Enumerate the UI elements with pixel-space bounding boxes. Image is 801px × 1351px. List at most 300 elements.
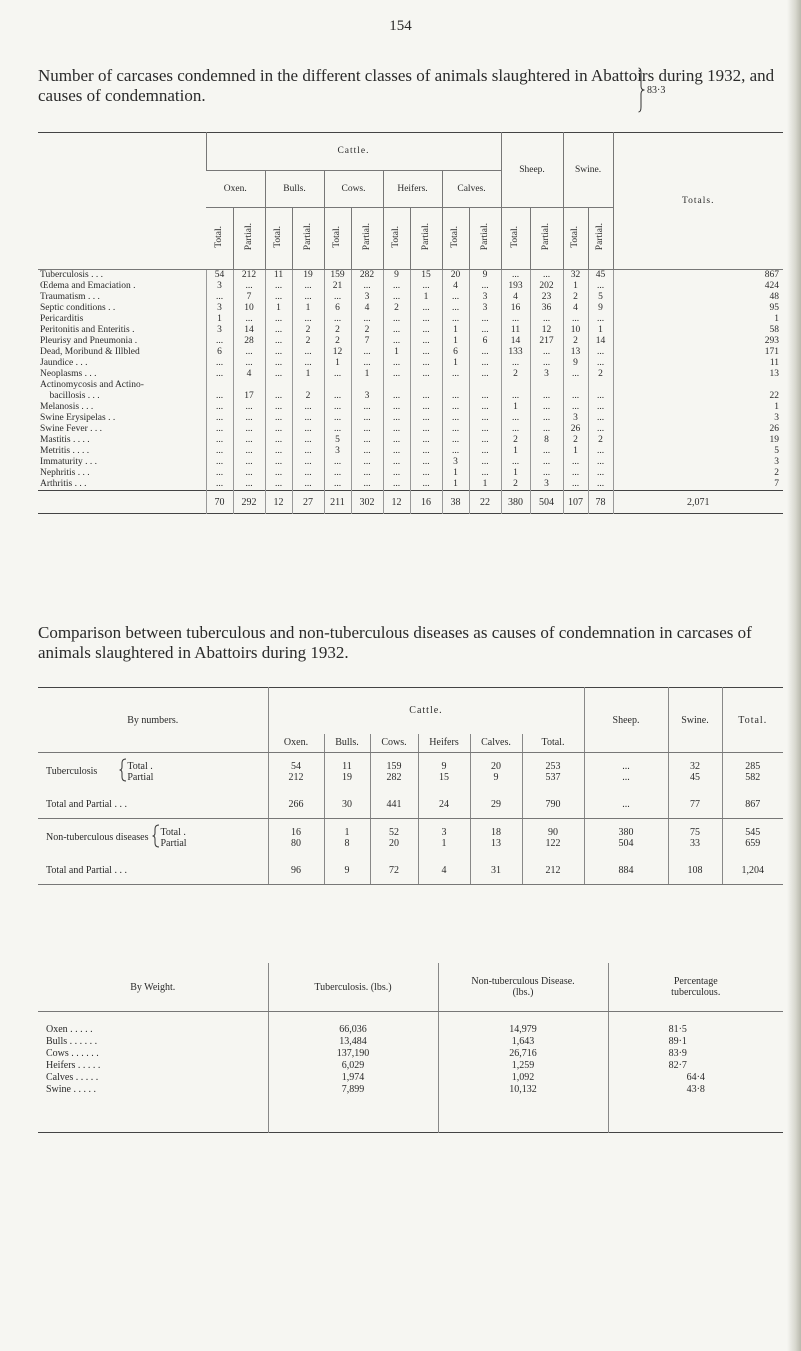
cell-value: ... <box>501 424 530 435</box>
cause-row <box>38 413 783 424</box>
cell-value: ... <box>469 457 501 468</box>
cell-value: ... <box>383 281 410 292</box>
cell-value: ... <box>410 281 442 292</box>
cell-value: ... <box>588 424 613 435</box>
cell-value: 17 <box>233 391 265 402</box>
value-pair <box>722 819 783 857</box>
partial-col-header <box>469 208 501 270</box>
cell-value <box>563 380 588 391</box>
cell-value: ... <box>292 435 324 446</box>
partial-value: 13 <box>491 837 501 849</box>
total-col-header <box>206 208 233 270</box>
cell-value: 8 <box>530 435 563 446</box>
col-header-label: Total. <box>391 225 401 248</box>
cause-row <box>38 468 783 479</box>
cell-value: 2 <box>292 391 324 402</box>
cell-value: ... <box>292 457 324 468</box>
cell-value: 1 <box>563 281 588 292</box>
non_tb-weight: 1,259 <box>438 1060 608 1072</box>
cell-value: ... <box>383 468 410 479</box>
cell-value: ... <box>233 435 265 446</box>
total-value: 159 <box>386 760 402 772</box>
page-number: 154 <box>389 18 412 34</box>
cell-value: 22 <box>613 391 783 402</box>
sum-value: 108 <box>668 857 722 885</box>
cell-value: ... <box>530 413 563 424</box>
cell-value: ... <box>233 281 265 292</box>
cattle-subheader: Calves. <box>470 734 522 753</box>
non_tb-weight: 14,979 <box>438 1012 608 1037</box>
cell-value: 4 <box>233 369 265 380</box>
cause-row <box>38 435 783 446</box>
cell-value: ... <box>265 468 292 479</box>
percentage-header: Percentage tuberculous. <box>608 963 783 1012</box>
cell-value: 9 <box>563 358 588 369</box>
cell-value: ... <box>233 358 265 369</box>
cell-value: ... <box>351 281 383 292</box>
cell-value: ... <box>233 413 265 424</box>
weight-row <box>38 1072 783 1084</box>
value-pair <box>522 753 584 791</box>
cell-value: ... <box>265 281 292 292</box>
percentage-cell <box>608 1036 783 1048</box>
partial-col-header <box>351 208 383 270</box>
cause-row <box>38 457 783 468</box>
cell-value: 36 <box>530 303 563 314</box>
cell-value: 10 <box>563 325 588 336</box>
cell-value: 11 <box>265 270 292 282</box>
non-tb-weight-header: Non-tuberculous Disease. (lbs.) <box>438 963 608 1012</box>
cell-value: ... <box>383 292 410 303</box>
non_tb-label: Non-tuberculous diseases <box>46 832 149 844</box>
cattle-subheader: Oxen. <box>268 734 324 753</box>
cell-value: ... <box>410 358 442 369</box>
sum-value: 24 <box>418 791 470 819</box>
cattle-combined-percentage: 83·3 <box>647 84 666 96</box>
cell-value: 2 <box>588 435 613 446</box>
cell-value: ... <box>351 358 383 369</box>
cell-value: ... <box>410 369 442 380</box>
cell-value: 2 <box>292 325 324 336</box>
partial-col-header <box>292 208 324 270</box>
cell-value: ... <box>530 457 563 468</box>
cell-value: ... <box>206 369 233 380</box>
cell-value: ... <box>206 391 233 402</box>
cell-value: ... <box>206 457 233 468</box>
cell-value: 3 <box>206 281 233 292</box>
swine-header: Swine. <box>563 133 613 208</box>
sheep-header: Sheep. <box>501 133 563 208</box>
partial-col-header <box>588 208 613 270</box>
cell-value: ... <box>383 391 410 402</box>
cell-value: 9 <box>588 303 613 314</box>
cell-value: ... <box>410 424 442 435</box>
partial-value: 212 <box>288 771 304 783</box>
sum-value: ... <box>584 791 668 819</box>
weight-row <box>38 1084 783 1133</box>
sum-value: 212 <box>522 857 584 885</box>
cell-value: ... <box>442 314 469 325</box>
cell-value: 14 <box>501 336 530 347</box>
partial-value: ... <box>622 771 630 783</box>
total-value: 32 <box>690 760 700 772</box>
col-header-label: Partial. <box>541 222 551 251</box>
cell-value: 15 <box>410 270 442 282</box>
cell-value: ... <box>501 391 530 402</box>
cell-value: ... <box>265 446 292 457</box>
cell-value: ... <box>588 479 613 491</box>
col-header-label: Partial. <box>243 222 254 251</box>
cell-value: ... <box>501 314 530 325</box>
value-pair <box>418 819 470 857</box>
cell-value: ... <box>530 314 563 325</box>
cell-value: ... <box>563 479 588 491</box>
total-value: 12 <box>265 491 292 514</box>
total-partial-labels <box>160 827 186 849</box>
cell-value: 159 <box>324 270 351 282</box>
cause-row <box>38 479 783 491</box>
cause-row <box>38 325 783 336</box>
cell-value: 1 <box>442 358 469 369</box>
cell-value: ... <box>410 303 442 314</box>
cell-value: 14 <box>233 325 265 336</box>
cell-value: 19 <box>292 270 324 282</box>
cell-value: 26 <box>563 424 588 435</box>
cause-row <box>38 358 783 369</box>
cell-value: 3 <box>469 292 501 303</box>
value-pair <box>668 819 722 857</box>
value-pair <box>584 819 668 857</box>
cell-value: ... <box>469 446 501 457</box>
cell-value: ... <box>442 446 469 457</box>
cell-value: ... <box>442 413 469 424</box>
cell-value: 20 <box>442 270 469 282</box>
cell-value: 2 <box>563 336 588 347</box>
cell-value: ... <box>588 281 613 292</box>
total-col-header <box>563 208 588 270</box>
cell-value: ... <box>530 358 563 369</box>
cause-label: Arthritis . . . <box>40 479 87 489</box>
col-header-label: Total. <box>570 225 580 248</box>
partial-value: 1 <box>441 837 447 849</box>
cattle-group-header: Cattle. <box>206 133 501 171</box>
cell-value: ... <box>588 391 613 402</box>
col-header-label: Partial. <box>361 222 372 251</box>
page-edge-shadow <box>787 0 801 1351</box>
non_tb-weight: 10,132 <box>438 1084 608 1133</box>
cell-value <box>383 380 410 391</box>
cell-value: 13 <box>613 369 783 380</box>
cell-value: 202 <box>530 281 563 292</box>
partial-value: 582 <box>745 771 761 783</box>
partial-value: 20 <box>389 837 399 849</box>
total-row-label <box>38 491 206 514</box>
cause-row <box>38 281 783 292</box>
cell-value: ... <box>351 314 383 325</box>
cell-value: 1 <box>613 314 783 325</box>
cell-value: 6 <box>206 347 233 358</box>
value-pair <box>722 753 783 791</box>
cell-value: ... <box>233 479 265 491</box>
cause-row <box>38 336 783 347</box>
cell-value: ... <box>233 314 265 325</box>
cell-value: ... <box>410 457 442 468</box>
cause-label: Septic conditions . . <box>40 303 116 313</box>
cause-label: Mastitis . . . . <box>40 435 90 445</box>
cell-value: ... <box>588 314 613 325</box>
total-value: 20 <box>491 760 501 772</box>
cell-value: ... <box>233 424 265 435</box>
sum-value: 867 <box>722 791 783 819</box>
cell-value: 867 <box>613 270 783 282</box>
cattle-subheader: Cows. <box>370 734 418 753</box>
percentage-cell <box>608 1012 783 1037</box>
cell-value: ... <box>563 402 588 413</box>
cell-value: ... <box>292 402 324 413</box>
cause-row <box>38 292 783 303</box>
total-value: 285 <box>745 760 761 772</box>
cell-value: ... <box>563 369 588 380</box>
cell-value: ... <box>265 413 292 424</box>
total-value: 22 <box>469 491 501 514</box>
total-value: 211 <box>324 491 351 514</box>
cell-value <box>442 380 469 391</box>
cell-value: ... <box>563 468 588 479</box>
cause-label: Actinomycosis and Actino- <box>40 380 144 390</box>
total-col-header <box>501 208 530 270</box>
cell-value: 54 <box>206 270 233 282</box>
col-header-label: Total. <box>213 225 224 248</box>
cell-value: ... <box>265 479 292 491</box>
cell-value: ... <box>442 292 469 303</box>
cause-label: Traumatism . . . <box>40 292 100 302</box>
cell-value: ... <box>410 435 442 446</box>
col-header-label: Partial. <box>420 222 431 251</box>
cell-value: 12 <box>324 347 351 358</box>
total-col-header <box>383 208 410 270</box>
cell-value: ... <box>530 424 563 435</box>
sum-value: 441 <box>370 791 418 819</box>
cell-value: 5 <box>324 435 351 446</box>
cell-value: ... <box>206 402 233 413</box>
cause-label: Swine Fever . . . <box>40 424 103 434</box>
cell-value: ... <box>324 468 351 479</box>
cell-value: ... <box>501 358 530 369</box>
partial-value: 122 <box>545 837 561 849</box>
tb-weight-header: Tuberculosis. (lbs.) <box>268 963 438 1012</box>
total-value: 380 <box>501 491 530 514</box>
cell-value: ... <box>265 347 292 358</box>
weight-row <box>38 1012 783 1037</box>
col-header-label: Partial. <box>595 222 605 251</box>
cell-value: ... <box>324 314 351 325</box>
total-value: 38 <box>442 491 469 514</box>
cell-value: 2 <box>292 336 324 347</box>
cell-value: 3 <box>563 413 588 424</box>
cell-value: 9 <box>469 270 501 282</box>
cause-row <box>38 369 783 380</box>
cell-value: ... <box>206 413 233 424</box>
partial-value: 282 <box>386 771 402 783</box>
cell-value: ... <box>588 347 613 358</box>
total-value: 11 <box>342 760 352 772</box>
cell-value: ... <box>351 446 383 457</box>
cell-value: 1 <box>563 446 588 457</box>
cell-value: 4 <box>351 303 383 314</box>
cell-value: ... <box>410 402 442 413</box>
col-header-label: Total. <box>273 225 283 248</box>
cell-value: 23 <box>530 292 563 303</box>
cell-value: ... <box>383 457 410 468</box>
cause-row <box>38 314 783 325</box>
cause-label: Jaundice . . . <box>40 358 88 368</box>
cell-value: ... <box>469 325 501 336</box>
cell-value: 2 <box>324 325 351 336</box>
cell-value: 6 <box>469 336 501 347</box>
cell-value: ... <box>588 457 613 468</box>
cell-value: ... <box>324 292 351 303</box>
total-col-header <box>265 208 292 270</box>
non_tb-weight: 1,643 <box>438 1036 608 1048</box>
cell-value: 1 <box>292 369 324 380</box>
cell-value: 16 <box>501 303 530 314</box>
cell-value: 2 <box>588 369 613 380</box>
bulls-header: Bulls. <box>265 171 324 208</box>
cell-value: ... <box>324 413 351 424</box>
cell-value: 3 <box>351 292 383 303</box>
col-header-label: Partial. <box>479 222 490 251</box>
by-numbers-header: By numbers. <box>38 688 268 753</box>
cause-label: Immaturity . . . <box>40 457 97 467</box>
cell-value: 133 <box>501 347 530 358</box>
value-pair <box>268 753 324 791</box>
sum-value: 77 <box>668 791 722 819</box>
cell-value: ... <box>410 479 442 491</box>
cell-value: ... <box>233 446 265 457</box>
cell-value: ... <box>351 435 383 446</box>
non_tb-label-cell <box>38 819 268 857</box>
cell-value: ... <box>206 336 233 347</box>
total-value: 2,071 <box>613 491 783 514</box>
cell-value: 424 <box>613 281 783 292</box>
cell-value: 1 <box>613 402 783 413</box>
cell-value: ... <box>292 281 324 292</box>
partial-value: 9 <box>493 771 499 783</box>
value-pair <box>470 753 522 791</box>
cell-value: 7 <box>613 479 783 491</box>
cell-value: 2 <box>324 336 351 347</box>
cell-value: ... <box>442 435 469 446</box>
total-col-header <box>324 208 351 270</box>
sum-value: 4 <box>418 857 470 885</box>
cell-value: ... <box>588 468 613 479</box>
cell-value: ... <box>588 358 613 369</box>
percentage-value: 89·1 <box>668 1036 687 1047</box>
cell-value: ... <box>383 314 410 325</box>
percentage-value: 82·7 <box>668 1060 687 1071</box>
cell-value: ... <box>383 413 410 424</box>
percentage-value: 43·8 <box>686 1084 705 1095</box>
cell-value: 1 <box>588 325 613 336</box>
cell-value: 3 <box>469 303 501 314</box>
total-value: 52 <box>389 826 399 838</box>
cell-value: 3 <box>613 457 783 468</box>
oxen-header: Oxen. <box>206 171 265 208</box>
total-value: 12 <box>383 491 410 514</box>
cell-value: 1 <box>206 314 233 325</box>
weight-row <box>38 1060 783 1072</box>
cell-value <box>588 380 613 391</box>
cell-value: ... <box>469 435 501 446</box>
weight-row <box>38 1048 783 1060</box>
total-value: 75 <box>690 826 700 838</box>
cell-value: 48 <box>613 292 783 303</box>
cell-value <box>613 380 783 391</box>
cattle-subheader: Bulls. <box>324 734 370 753</box>
cause-row <box>38 347 783 358</box>
cell-value: ... <box>265 292 292 303</box>
cell-value: ... <box>442 369 469 380</box>
cell-value <box>501 380 530 391</box>
cell-value: 1 <box>501 468 530 479</box>
cell-value: 5 <box>588 292 613 303</box>
tuberculosis-label-cell <box>38 753 268 791</box>
animal-label: Swine . . . . . <box>46 1084 96 1095</box>
cell-value: ... <box>501 270 530 282</box>
cell-value: 26 <box>613 424 783 435</box>
cell-value: ... <box>351 468 383 479</box>
table1-title: Number of carcases condemned in the different classes of animals slaughtered in Abattoirs during 1932, and causes of condemnation. <box>38 66 775 105</box>
total-label: Total . <box>127 760 153 772</box>
cell-value: ... <box>324 424 351 435</box>
cell-value: ... <box>206 292 233 303</box>
cell-value: 1 <box>442 468 469 479</box>
value-pair <box>268 819 324 857</box>
cell-value: ... <box>233 347 265 358</box>
cell-value: ... <box>410 325 442 336</box>
cell-value: 3 <box>351 391 383 402</box>
percentage-value: 64·4 <box>686 1072 705 1083</box>
col-header-label: Total. <box>510 225 520 248</box>
cell-value: 28 <box>233 336 265 347</box>
total-partial-labels <box>127 761 153 783</box>
cell-value: ... <box>292 358 324 369</box>
cell-value <box>206 380 233 391</box>
cell-value: ... <box>206 446 233 457</box>
swine-header: Swine. <box>668 688 722 753</box>
cell-value: ... <box>410 314 442 325</box>
sum-value: 30 <box>324 791 370 819</box>
cell-value: ... <box>469 391 501 402</box>
animal-label: Oxen . . . . . <box>46 1024 93 1035</box>
partial-value: 33 <box>690 837 700 849</box>
cell-value: ... <box>206 424 233 435</box>
cows-header: Cows. <box>324 171 383 208</box>
cause-row <box>38 391 783 402</box>
cell-value: ... <box>563 457 588 468</box>
value-pair <box>324 819 370 857</box>
sheep-header: Sheep. <box>584 688 668 753</box>
cell-value: 2 <box>613 468 783 479</box>
cause-row <box>38 380 783 391</box>
cell-value: 2 <box>383 303 410 314</box>
cause-row <box>38 303 783 314</box>
cell-value: ... <box>383 358 410 369</box>
cell-value: ... <box>292 347 324 358</box>
value-pair <box>418 753 470 791</box>
sum-value: 9 <box>324 857 370 885</box>
cell-value: ... <box>410 468 442 479</box>
